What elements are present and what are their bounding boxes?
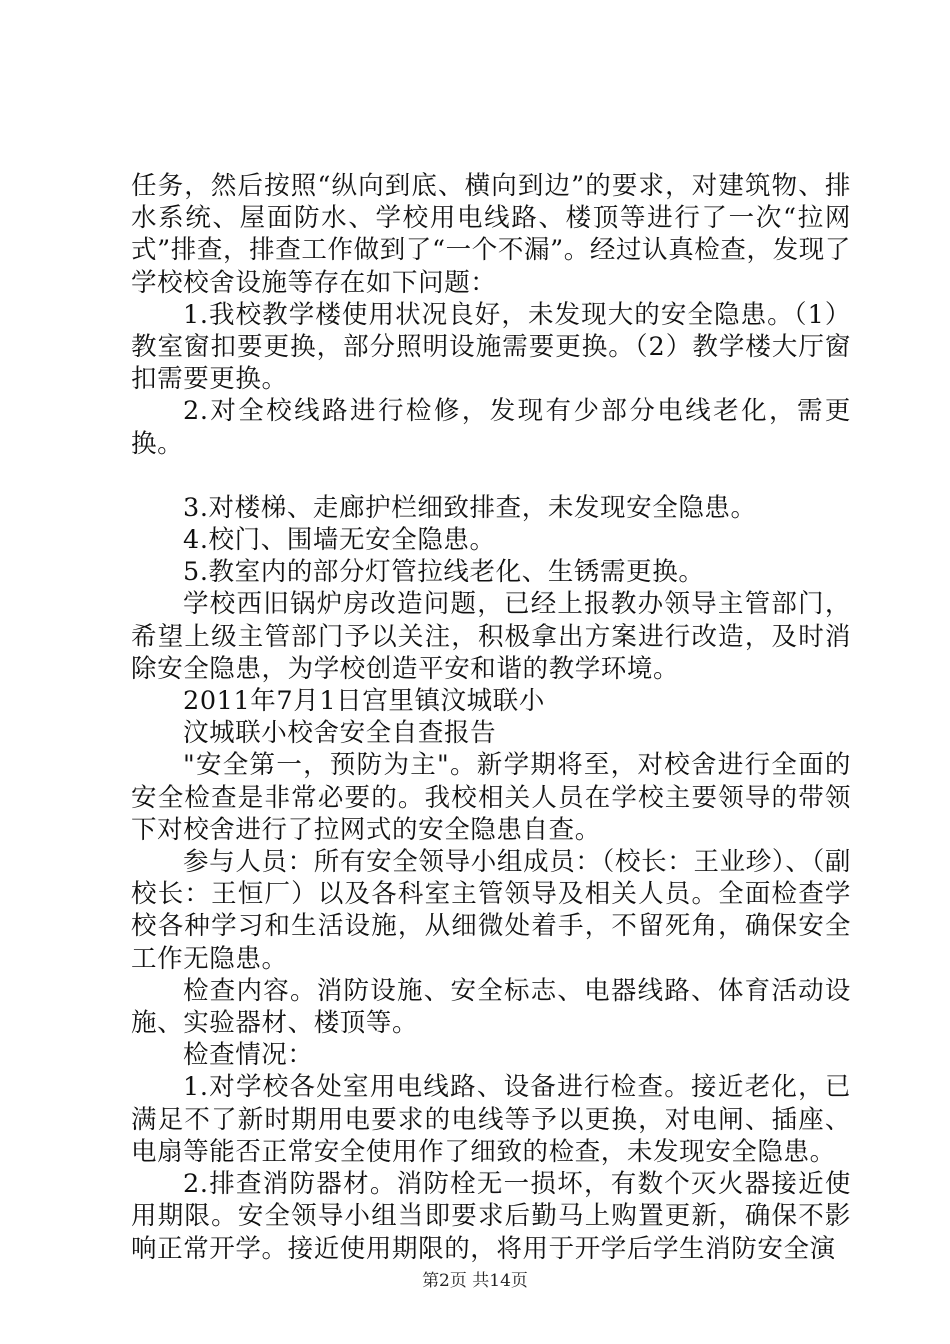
paragraph-status-item-fire-equipment: 2.排查消防器材。消防栓无一损坏，有数个灭火器接近使用期限。安全领导小组当即要求后勤马上购置更新，确保不影响正常开学。接近使用期限的，将用于开学后学生消防安全演 <box>131 1169 851 1264</box>
page-footer: 第2页 共14页 <box>422 1271 528 1291</box>
document-body <box>131 170 851 1265</box>
paragraph-item-gate: 4.校门、围墙无安全隐患。 <box>183 525 496 556</box>
blank-line <box>131 460 851 492</box>
paragraph-status-item-electrical: 1.对学校各处室用电线路、设备进行检查。接近老化，已满足不了新时期用电要求的电线等予以更换，对电闸、插座、电扇等能否正常安全使用作了细致的检查，未发现安全隐患。 <box>131 1072 851 1167</box>
paragraph-item-lamps: 5.教室内的部分灯管拉线老化、生锈需更换。 <box>183 557 705 588</box>
paragraph-item-wiring: 2.对全校线路进行检修，发现有少部分电线老化，需更换。 <box>131 396 851 459</box>
paragraph-boiler-room: 学校西旧锅炉房改造问题，已经上报教办领导主管部门，希望上级主管部门予以关注，积极拿出方案进行改造，及时消除安全隐患，为学校创造平安和谐的教学环境。 <box>131 589 851 684</box>
paragraph-safety-first: "安全第一，预防为主"。新学期将至，对校舍进行全面的安全检查是非常必要的。我校相关人员在学校主要领导的带领下对校舍进行了拉网式的安全隐患自查。 <box>131 750 851 845</box>
paragraph-date-signature: 2011年7月1日宫里镇汶城联小 <box>183 686 545 717</box>
paragraph-inspection-content: 检查内容。消防设施、安全标志、电器线路、体育活动设施、实验器材、楼顶等。 <box>131 975 851 1039</box>
report-title: 汶城联小校舍安全自查报告 <box>183 718 497 749</box>
paragraph-item-teaching-building: 1.我校教学楼使用状况良好，未发现大的安全隐患。（1）教室窗扣要更换，部分照明设施需要更换。（2）教学楼大厅窗扣需要更换。 <box>131 299 851 395</box>
paragraph-inspection-intro: 任务，然后按照“纵向到底、横向到边”的要求，对建筑物、排水系统、屋面防水、学校用电线路、楼顶等进行了一次“拉网式”排查，排查工作做到了“一个不漏”。经过认真检查，发现了学校校舍设施等存在如下问题： <box>131 171 851 298</box>
paragraph-participants: 参与人员：所有安全领导小组成员：（校长：王业珍）、（副校长：王恒厂）以及各科室主管领导及相关人员。全面检查学校各种学习和生活设施，从细微处着手，不留死角，确保安全工作无隐患。 <box>131 847 851 974</box>
paragraph-item-stairs: 3.对楼梯、走廊护栏细致排查，未发现安全隐患。 <box>183 492 757 523</box>
paragraph-inspection-status-heading: 检查情况： <box>183 1040 314 1071</box>
